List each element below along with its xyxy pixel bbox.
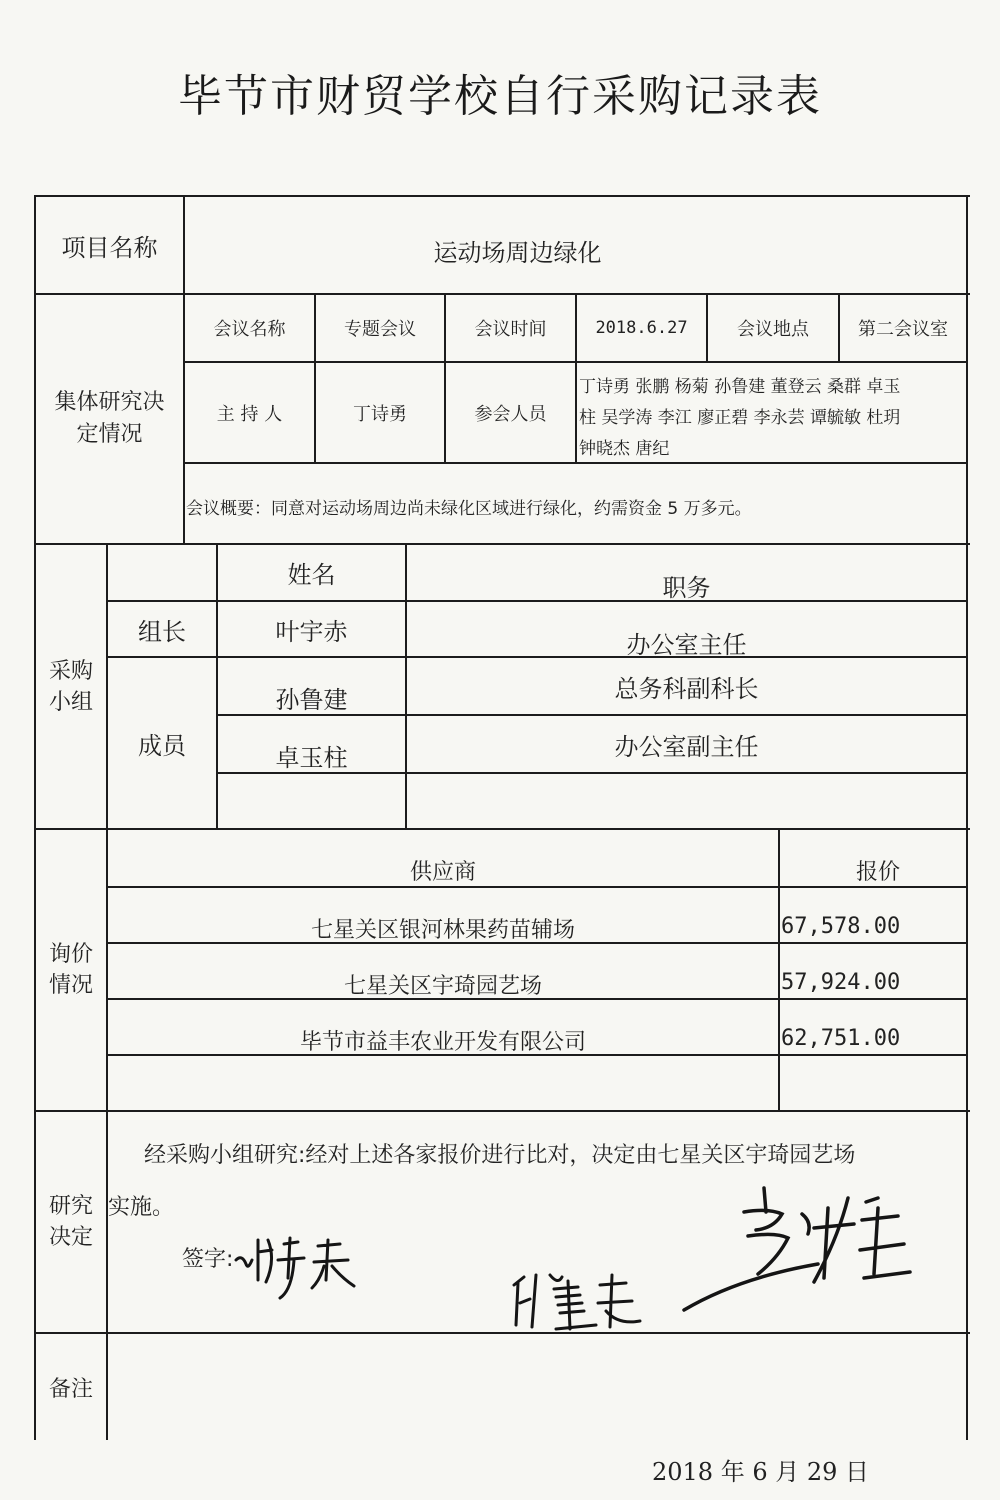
page-title: 毕节市财贸学校自行采购记录表 bbox=[178, 71, 822, 122]
meeting-time-label: 会议时间 bbox=[474, 319, 547, 340]
group-member-title: 办公室副主任 bbox=[614, 732, 759, 761]
supplier-price: 57,924.00 bbox=[781, 970, 901, 995]
project-name-label: 项目名称 bbox=[61, 233, 158, 262]
meeting-section-label bbox=[36, 295, 183, 543]
quotes-section-label bbox=[36, 830, 106, 1110]
group-member-title: 总务科副科长 bbox=[614, 674, 759, 703]
col-price-header: 报价 bbox=[855, 859, 900, 885]
decision-section-label bbox=[36, 1112, 106, 1332]
meeting-place-label: 会议地点 bbox=[737, 319, 809, 340]
group-section-label-text: 采购小组 bbox=[48, 658, 93, 715]
group-member-name: 孙鲁建 bbox=[275, 685, 348, 714]
col-title-header: 职务 bbox=[662, 573, 711, 602]
supplier-name: 七星关区宇琦园艺场 bbox=[343, 973, 542, 999]
attendees-list bbox=[579, 372, 966, 465]
member-label: 成员 bbox=[138, 731, 186, 760]
host-label: 主 持 人 bbox=[216, 403, 283, 425]
group-member-name: 叶宇赤 bbox=[275, 617, 348, 646]
quotes-section-label-text: 询价情况 bbox=[48, 942, 93, 998]
signature-1 bbox=[228, 1220, 388, 1310]
attendees-line: 丁诗勇 张鹏 杨菊 孙鲁建 董登云 桑群 卓玉 bbox=[579, 377, 901, 397]
attendees-line: 钟晓杰 唐纪 bbox=[579, 439, 670, 459]
signature-3 bbox=[678, 1178, 918, 1318]
remarks-label: 备注 bbox=[48, 1376, 93, 1402]
group-member-name: 卓玉柱 bbox=[275, 743, 348, 772]
leader-label: 组长 bbox=[138, 617, 186, 646]
project-name: 运动场周边绿化 bbox=[433, 238, 602, 267]
supplier-name: 七星关区银河林果药苗辅场 bbox=[310, 917, 575, 943]
signature-2 bbox=[500, 1255, 650, 1345]
meeting-place: 第二会议室 bbox=[858, 319, 948, 340]
decision-text-line2: 实施。 bbox=[108, 1195, 175, 1220]
col-supplier-header: 供应商 bbox=[409, 859, 476, 885]
record-date: 2018 年 6 月 29 日 bbox=[652, 1458, 870, 1486]
supplier-price: 62,751.00 bbox=[781, 1026, 901, 1051]
host-name: 丁诗勇 bbox=[353, 403, 407, 425]
decision-section-label-text: 研究决定 bbox=[48, 1194, 93, 1250]
attendees-label: 参会人员 bbox=[474, 403, 547, 425]
supplier-price: 67,578.00 bbox=[781, 914, 901, 939]
meeting-section-label-text: 集体研究决定情况 bbox=[54, 390, 165, 447]
attendees-line: 柱 吴学涛 李江 廖正碧 李永芸 谭毓敏 杜玥 bbox=[579, 408, 901, 428]
col-name-header: 姓名 bbox=[287, 561, 336, 589]
meeting-name: 专题会议 bbox=[344, 319, 416, 340]
supplier-name: 毕节市益丰农业开发有限公司 bbox=[299, 1029, 586, 1055]
meeting-summary: 会议概要：同意对运动场周边尚未绿化区域进行绿化，约需资金 5 万多元。 bbox=[186, 499, 752, 519]
group-member-title: 办公室主任 bbox=[626, 630, 747, 659]
meeting-time: 2018.6.27 bbox=[595, 318, 688, 338]
group-section-label bbox=[36, 545, 106, 828]
sign-label: 签字: bbox=[182, 1247, 234, 1272]
decision-text-line1: 经采购小组研究:经对上述各家报价进行比对，决定由七星关区宇琦园艺场 bbox=[144, 1143, 856, 1168]
meeting-name-label: 会议名称 bbox=[213, 319, 286, 340]
